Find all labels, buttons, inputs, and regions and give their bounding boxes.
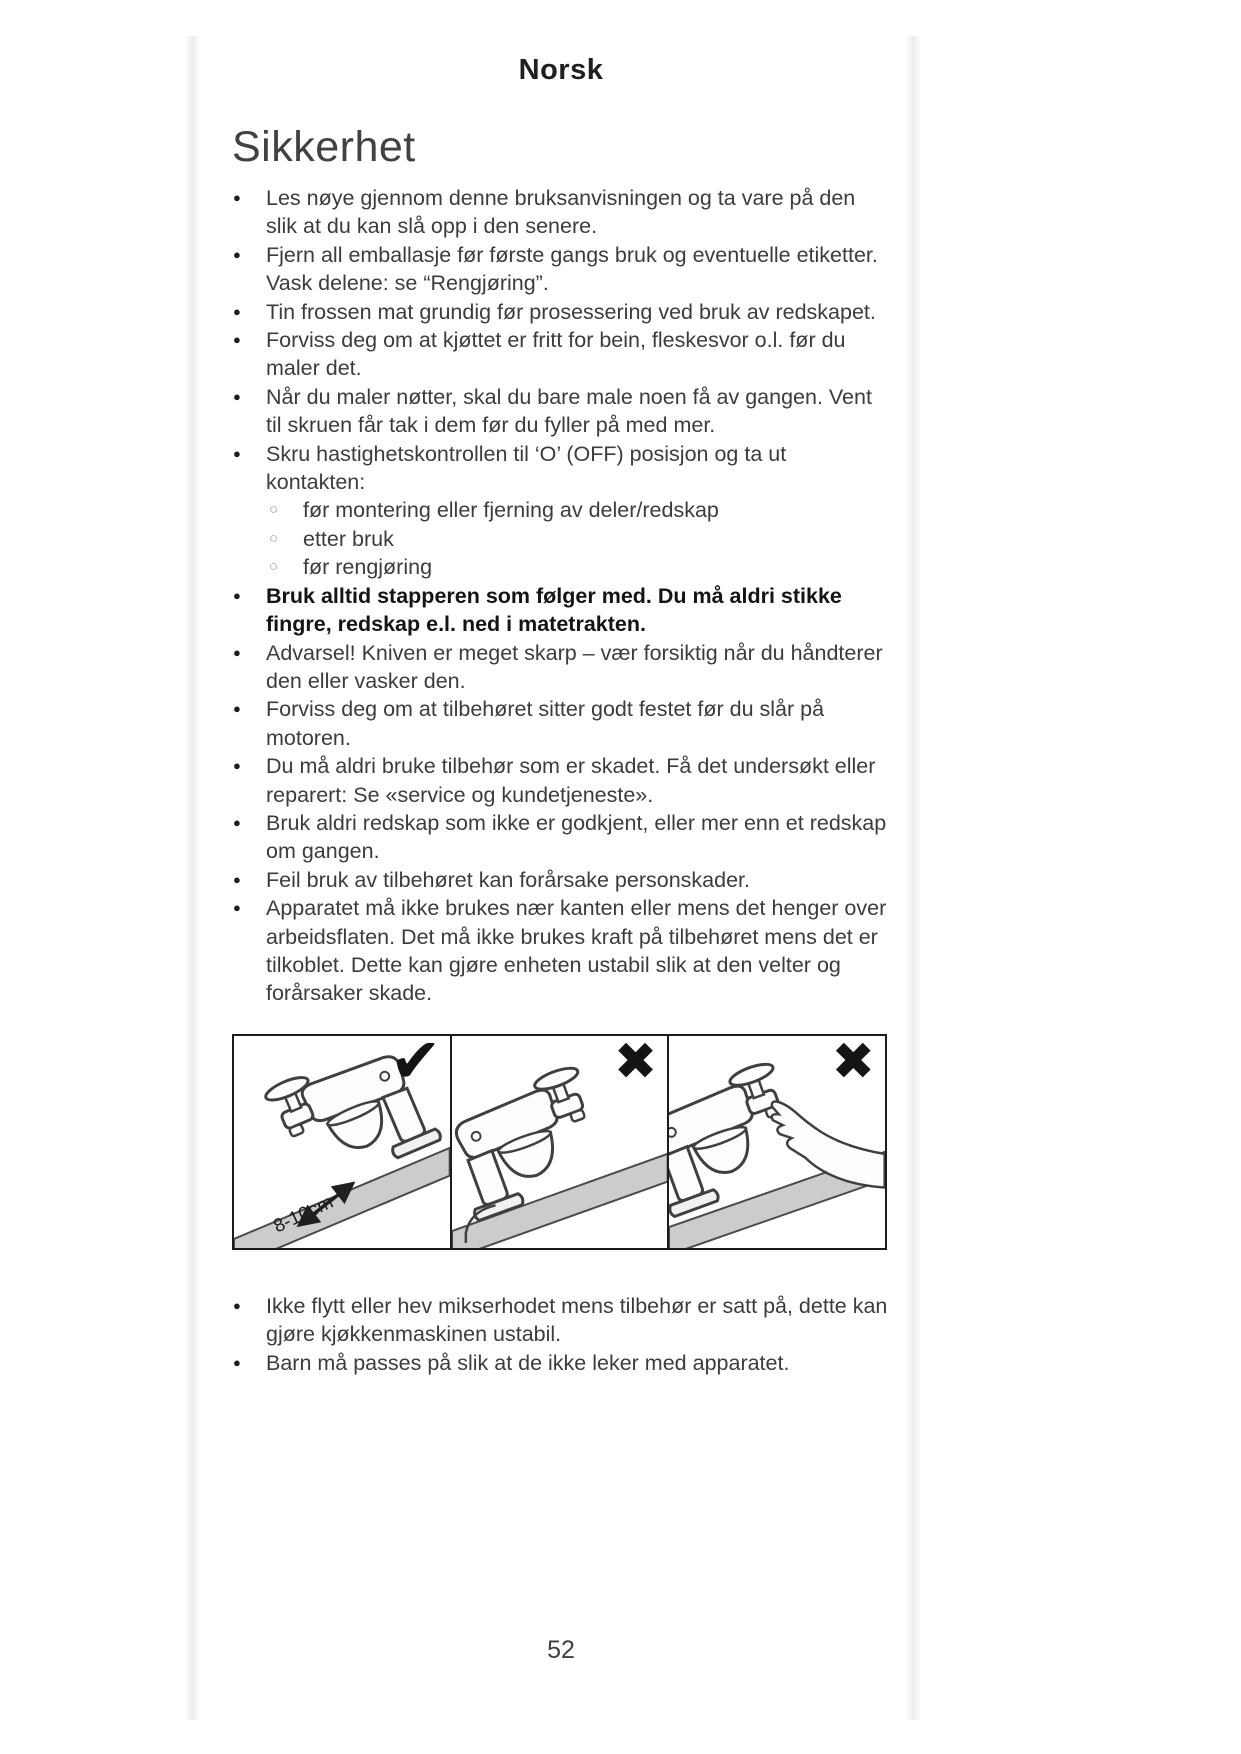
checkmark-icon: ✔ xyxy=(389,1035,442,1097)
safety-item-text: Bruk aldri redskap som ikke er godkjent, eller mer enn et redskap om gangen. xyxy=(266,810,887,864)
bullet-icon: ● xyxy=(233,332,241,348)
safety-item-text: Feil bruk av tilbehøret kan forårsake personskader. xyxy=(266,867,750,892)
safety-item xyxy=(232,894,890,1008)
figure-panel-edge-wrong xyxy=(450,1036,668,1248)
safety-item xyxy=(232,241,890,298)
distance-label: 8-10cm xyxy=(270,1191,337,1238)
figure-panel-correct-distance xyxy=(234,1036,450,1248)
sub-bullet-icon: ○ xyxy=(269,529,279,547)
safety-figure xyxy=(232,1034,887,1250)
bullet-icon: ● xyxy=(233,388,241,404)
bullet-icon: ● xyxy=(233,445,241,461)
safety-list-after-figure xyxy=(232,1292,890,1377)
safety-item-text: Les nøye gjennom denne bruksanvisningen og ta vare på den slik at du kan slå opp i den senere. xyxy=(266,186,856,239)
safety-item-text: Forviss deg om at tilbehøret sitter godt festet før du slår på motoren. xyxy=(266,697,825,750)
page-number: 52 xyxy=(547,1636,575,1664)
bullet-icon: ● xyxy=(233,1354,241,1370)
safety-item xyxy=(232,866,890,894)
safety-item-text: Apparatet må ikke brukes nær kanten eller mens det henger over arbeidsflaten. Det må ikke brukes kraft på tilbehøret mens det er tilkoblet. Dette kan gjøre enheten ustabil slik at den velter og forårsaker skade. xyxy=(266,896,887,1006)
bullet-icon: ● xyxy=(233,644,241,660)
page-edge-shadow-right xyxy=(906,36,922,1720)
bullet-icon: ● xyxy=(233,1297,241,1313)
safety-item xyxy=(232,1292,890,1349)
safety-subitem xyxy=(266,553,890,581)
safety-item xyxy=(232,298,890,326)
cross-icon: ✖ xyxy=(831,1035,876,1092)
safety-subitem-text: etter bruk xyxy=(303,526,394,551)
safety-item-text: Forviss deg om at kjøttet er fritt for bein, fleskesvor o.l. før du maler det. xyxy=(266,328,846,381)
bullet-icon: ● xyxy=(233,190,241,205)
safety-item-text: Når du maler nøtter, skal du bare male noen få av gangen. Vent til skruen får tak i dem før du fyller på med mer. xyxy=(266,384,872,438)
sub-bullet-icon: ○ xyxy=(269,558,279,576)
cross-icon: ✖ xyxy=(613,1035,658,1092)
safety-item-text: Bruk alltid stapperen som følger med. Du må aldri stikke fingre, redskap e.l. ned i matetrakten. xyxy=(266,583,842,637)
safety-item xyxy=(232,440,890,582)
page-content xyxy=(232,0,890,1377)
bullet-icon: ● xyxy=(233,900,241,916)
safety-item xyxy=(232,809,890,866)
hand-illustration xyxy=(772,1101,885,1187)
safety-item-text: Du må aldri bruke tilbehør som er skadet. Få det undersøkt eller reparert: Se «service og kundetjeneste». xyxy=(266,754,876,807)
safety-item-text: Ikke flytt eller hev mikserhodet mens tilbehør er satt på, dette kan gjøre kjøkkenmaskinen ustabil. xyxy=(266,1293,888,1347)
bullet-icon: ● xyxy=(233,871,241,887)
bullet-icon: ● xyxy=(233,814,241,830)
bullet-icon: ● xyxy=(233,303,241,319)
safety-item xyxy=(232,695,890,752)
bullet-icon: ● xyxy=(233,246,241,262)
safety-subitem xyxy=(266,496,890,524)
sub-bullet-icon: ○ xyxy=(269,501,279,519)
figure-panel-hand-wrong xyxy=(667,1036,885,1248)
safety-item-text: Barn må passes på slik at de ikke leker med apparatet. xyxy=(266,1350,790,1375)
safety-sublist xyxy=(266,496,890,581)
safety-subitem xyxy=(266,525,890,553)
safety-subitem-text: før rengjøring xyxy=(303,555,433,580)
safety-item-text: Fjern all emballasje før første gangs bruk og eventuelle etiketter. Vask delene: se “Rengjøring”. xyxy=(266,242,878,296)
language-heading: Norsk xyxy=(518,54,604,86)
page-edge-shadow-left xyxy=(184,36,200,1720)
safety-item-warning xyxy=(232,582,890,639)
safety-item xyxy=(232,383,890,440)
safety-item-text: Skru hastighetskontrollen til ‘O’ (OFF) posisjon og ta ut kontakten: xyxy=(266,441,787,495)
section-title: Sikkerhet xyxy=(232,123,416,171)
safety-subitem-text: før montering eller fjerning av deler/redskap xyxy=(303,498,719,523)
safety-item-text: Advarsel! Kniven er meget skarp – vær forsiktig når du håndterer den eller vasker den. xyxy=(266,640,883,693)
safety-list xyxy=(232,184,890,1008)
safety-item-text: Tin frossen mat grundig før prosessering ved bruk av redskapet. xyxy=(266,299,876,324)
safety-item xyxy=(232,326,890,383)
safety-item xyxy=(232,1349,890,1377)
safety-item xyxy=(232,752,890,809)
safety-item xyxy=(232,639,890,696)
bullet-icon: ● xyxy=(233,701,241,717)
safety-item xyxy=(232,184,890,241)
bullet-icon: ● xyxy=(233,587,241,603)
bullet-icon: ● xyxy=(233,758,241,774)
